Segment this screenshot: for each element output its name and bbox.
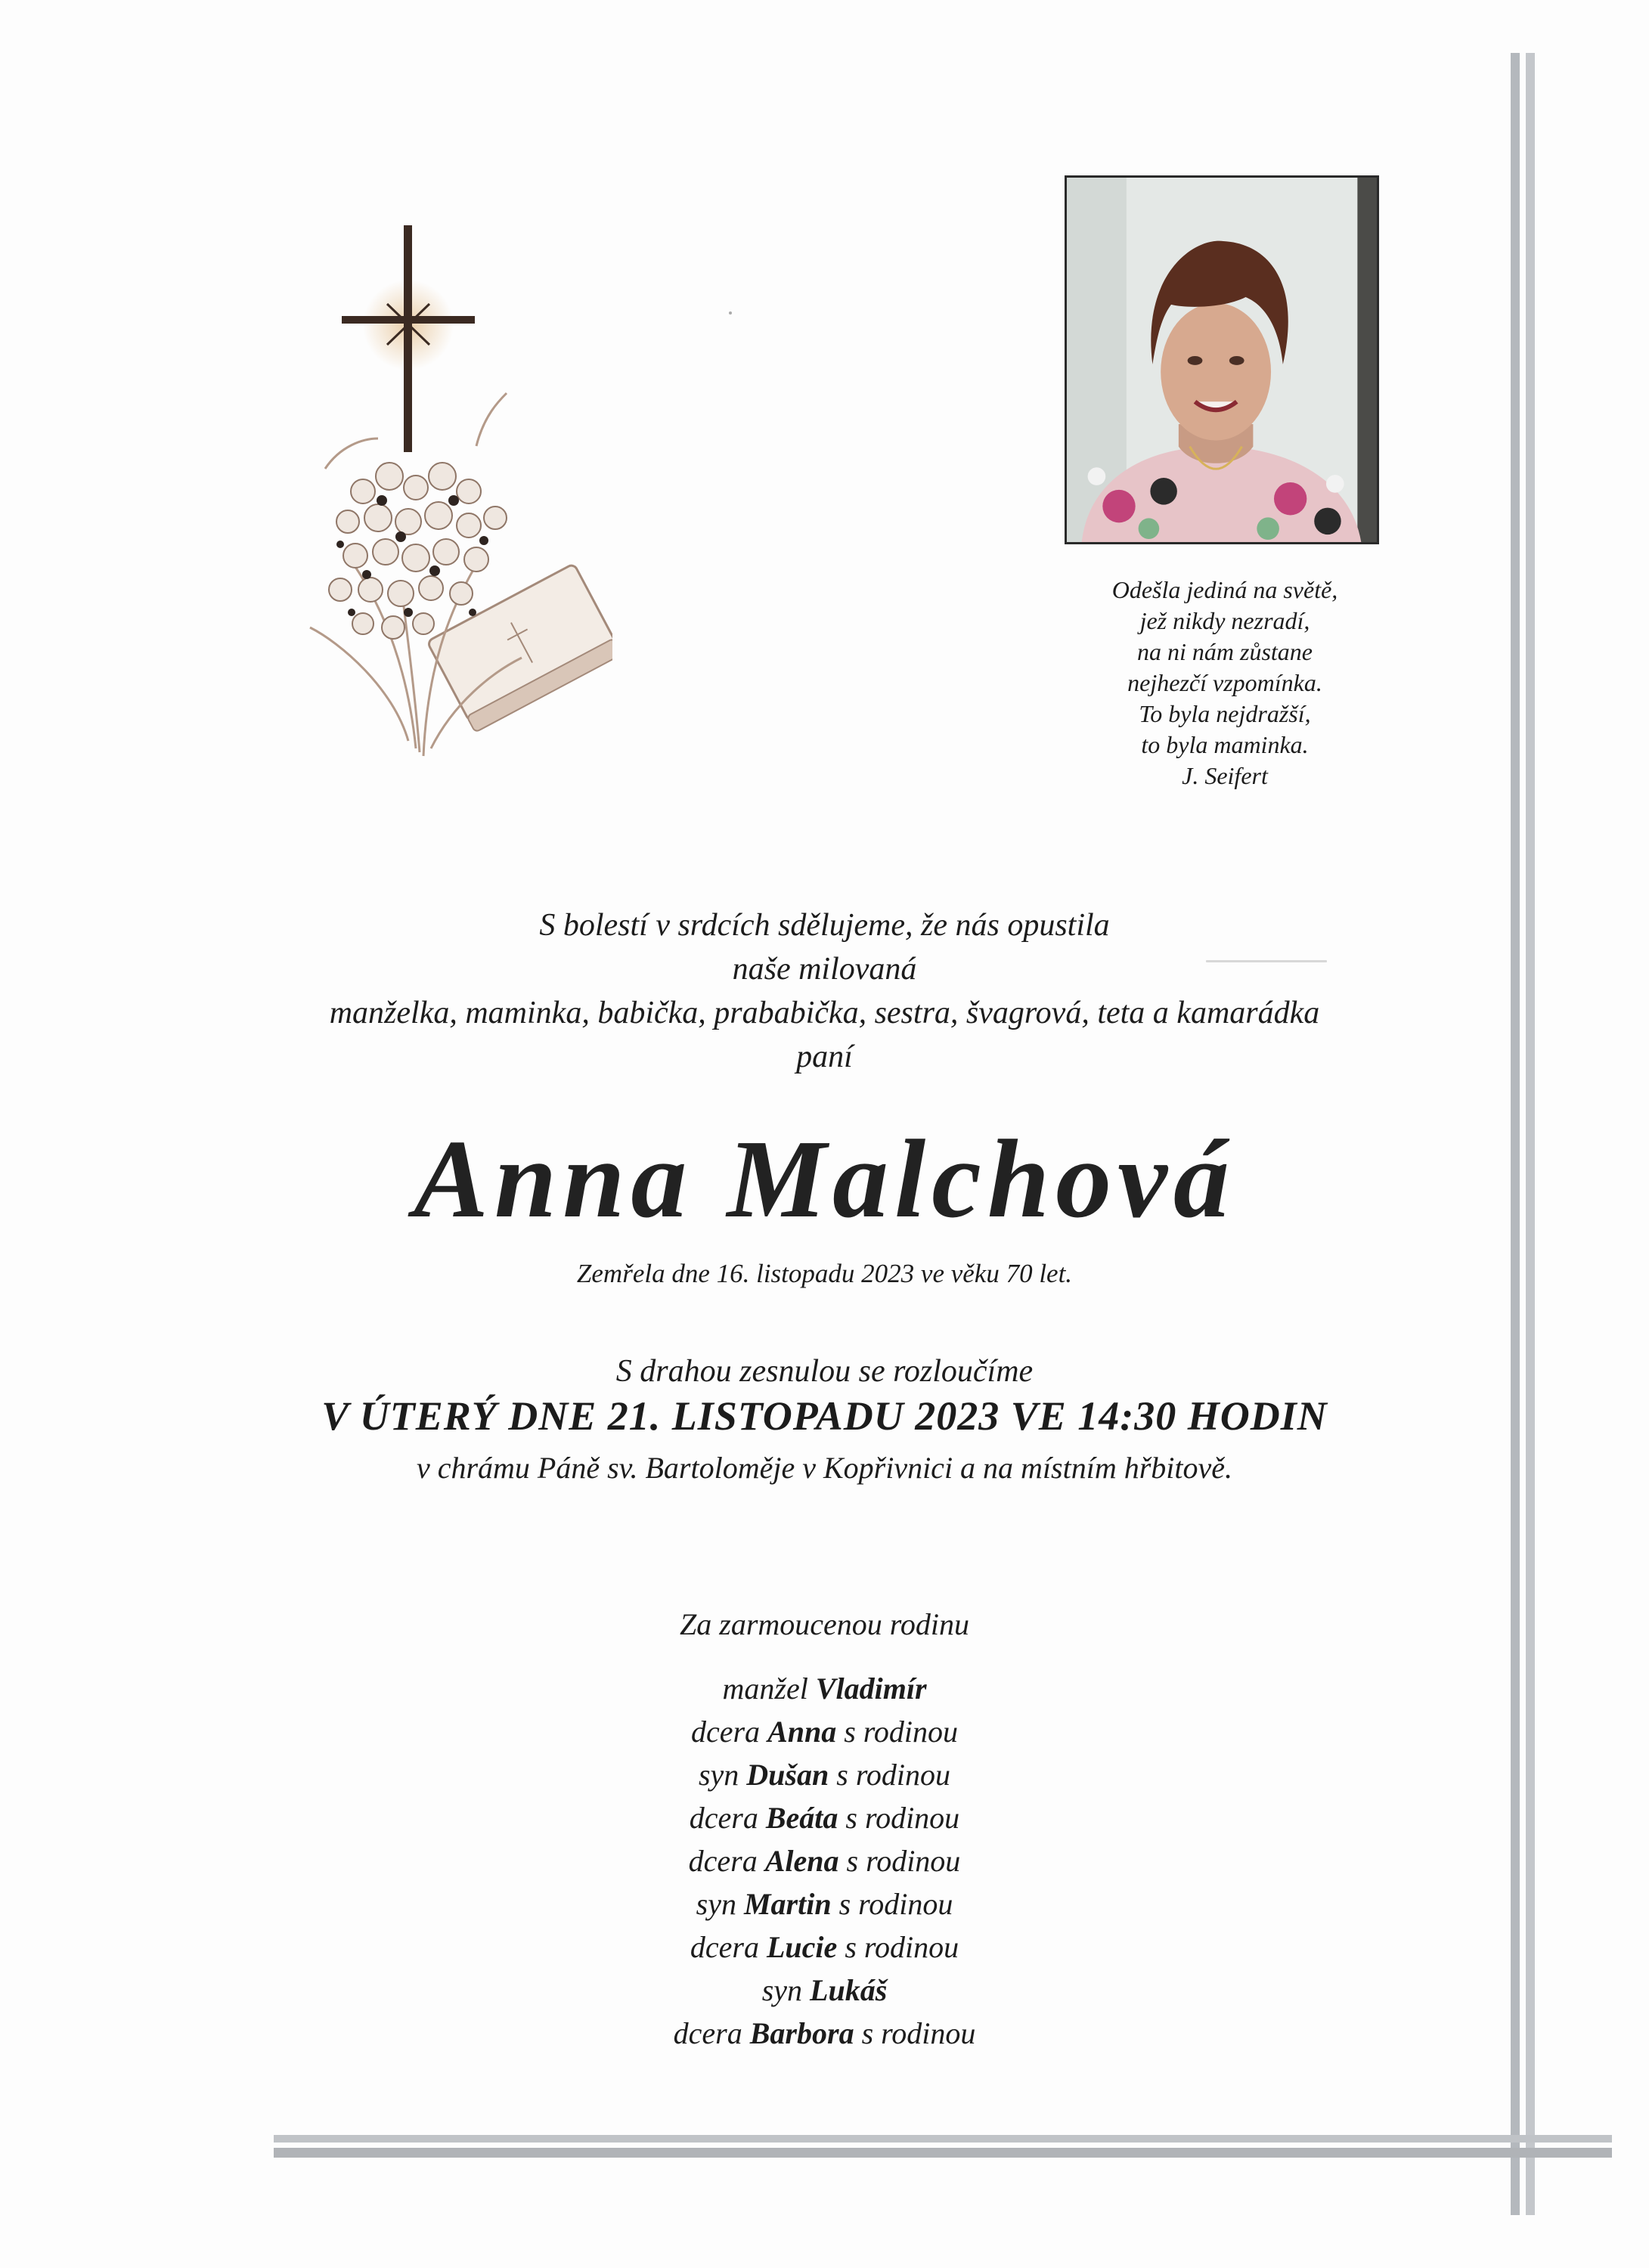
cross-flowers-book-icon <box>295 219 612 764</box>
scan-speck <box>1206 960 1327 962</box>
family-member-suffix: s rodinou <box>845 1801 960 1835</box>
family-member-role: manžel <box>722 1672 808 1706</box>
family-member-name: Martin <box>743 1887 832 1921</box>
intro-line: S bolestí v srdcích sdělujeme, že nás opustila <box>539 908 1110 943</box>
intro-line: naše milovaná <box>732 952 917 987</box>
deceased-name: Anna Malchová <box>414 1117 1235 1241</box>
family-member-suffix: s rodinou <box>845 1930 959 1964</box>
poem-line: Odešla jediná na světě, <box>1111 576 1338 603</box>
poem-line: To byla nejdražší, <box>1139 700 1311 727</box>
family-member <box>0 1710 1649 1753</box>
family-member-role: dcera <box>688 1844 758 1878</box>
intro-line: manželka, maminka, babička, prababička, sestra, švagrová, teta a kamarádka <box>329 996 1320 1030</box>
intro-line: paní <box>796 1040 853 1074</box>
scan-speck <box>729 311 732 314</box>
family-member-name: Beáta <box>765 1801 838 1835</box>
family-member-suffix: s rodinou <box>836 1758 951 1792</box>
death-info: Zemřela dne 16. listopadu 2023 ve věku 70 let. <box>576 1259 1073 1288</box>
farewell-intro: S drahou zesnulou se rozloučíme <box>615 1354 1034 1389</box>
bottom-border-decoration <box>274 2135 1612 2162</box>
family-member-role: dcera <box>689 1801 758 1835</box>
family-member <box>0 1839 1649 1882</box>
family-member <box>0 1969 1649 2012</box>
family-list <box>0 1667 1649 2055</box>
family-member-role: syn <box>696 1887 736 1921</box>
family-member-name: Anna <box>767 1715 837 1749</box>
family-member-suffix: s rodinou <box>861 2016 976 2050</box>
family-member-name: Lucie <box>767 1930 838 1964</box>
portrait-photo <box>1065 175 1379 544</box>
family-member-role: syn <box>698 1758 739 1792</box>
family-member-role: syn <box>761 1973 803 2007</box>
family-member-role: dcera <box>690 1930 759 1964</box>
family-member-name: Barbora <box>749 2016 854 2050</box>
family-member-role: dcera <box>690 1715 761 1749</box>
family-member-suffix: s rodinou <box>838 1887 953 1921</box>
family-signatures <box>0 1603 1649 2055</box>
announcement-intro <box>0 903 1649 1079</box>
ceremony-place: v chrámu Páně sv. Bartoloměje v Kopřivnici a na místním hřbitově. <box>416 1451 1233 1485</box>
family-member <box>0 1667 1649 1710</box>
poem-line: jež nikdy nezradí, <box>1139 607 1310 634</box>
family-member-name: Lukáš <box>810 1973 888 2007</box>
family-member <box>0 1882 1649 1926</box>
family-member-suffix: s rodinou <box>846 1844 961 1878</box>
family-member-name: Vladimír <box>815 1672 927 1706</box>
ceremony-datetime: V ÚTERÝ DNE 21. LISTOPADU 2023 VE 14:30 HODIN <box>321 1393 1328 1439</box>
family-member <box>0 2012 1649 2055</box>
family-member-suffix: s rodinou <box>844 1715 958 1749</box>
poem-author: J. Seifert <box>1182 762 1268 789</box>
family-member-role: dcera <box>673 2016 742 2050</box>
family-member <box>0 1926 1649 1969</box>
poem-line: nejhezčí vzpomínka. <box>1127 669 1322 696</box>
family-member-name: Dušan <box>746 1758 829 1792</box>
poem-line: na ni nám zůstane <box>1137 638 1313 665</box>
poem <box>1028 575 1421 792</box>
poem-line: to byla maminka. <box>1141 731 1309 758</box>
family-heading: Za zarmoucenou rodinu <box>680 1607 969 1641</box>
family-member-name: Alena <box>764 1844 839 1878</box>
family-member <box>0 1796 1649 1839</box>
family-member <box>0 1753 1649 1796</box>
